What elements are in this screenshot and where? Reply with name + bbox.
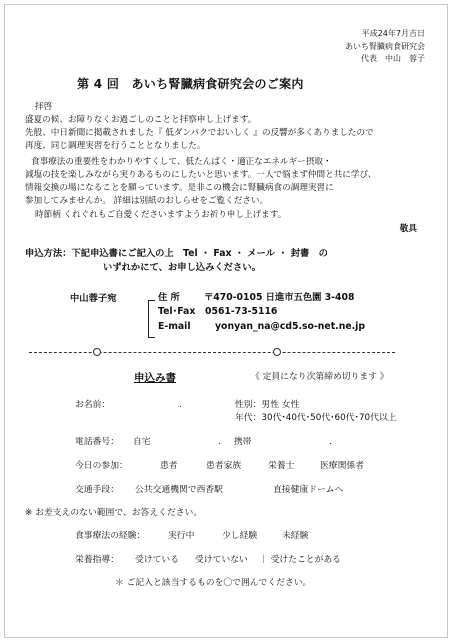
diet-option[interactable]: 実行中 (168, 531, 195, 541)
phone-home-label: 自宅 (133, 437, 151, 447)
participation-option[interactable]: 栄養士 (268, 461, 295, 471)
age-options[interactable]: 年代：30代･40代･50代･60代･70代以上 (235, 413, 397, 423)
header-organization: あいち腎臓病食研究会 (345, 42, 425, 51)
letter-line: 再度、同じ調理実習を行うこととなりました。 (25, 141, 206, 151)
name-field[interactable]: . (179, 400, 182, 410)
email-label: E-mail (158, 321, 191, 332)
letter-greeting: 拝啓 (35, 102, 53, 112)
form-footer-instruction: ＊ ご記入と該当するものを〇で囲んでください。 (115, 578, 312, 588)
letter-line: 先般、中日新聞に掲載されました『 低ダンパクでおいしく 』の反響が多くありましたので (25, 128, 374, 138)
document-title: 第 4 回 あいち腎臓病食研究会のご案内 (77, 77, 304, 91)
name-label: お名前： (75, 400, 111, 410)
header-date: 平成24年7月吉日 (361, 29, 425, 38)
letter-line: 参加してみませんか。 詳細は別紙のおしらせをご覧ください。 (25, 196, 269, 206)
diet-option[interactable]: 少し経験 (222, 531, 258, 541)
letter-line: 食事療法の重要性をわかりやすくして、低たんぱく・適正なエネルギー摂取・ (31, 157, 332, 167)
form-deadline-note: 《 定員になり次第締め切ります 》 (251, 372, 389, 382)
transport-option[interactable]: 公共交通機関で西香駅 (135, 485, 223, 495)
phone-mobile-label: 携帯 (234, 437, 252, 447)
application-method-line2: いずれかにて、お申し込みください。 (103, 262, 261, 273)
diet-experience-label: 食事療法の経験： (75, 531, 146, 541)
optional-note: ※ お差支えのない範囲で、お答えください。 (25, 508, 203, 518)
contact-bracket (148, 300, 155, 338)
cut-line (29, 352, 395, 353)
letter-line: 情報交換の場になることを願っています。是非この機会に腎臓病食の調理実習に (25, 183, 334, 193)
gender-options[interactable]: 性別：男性 女性 (235, 400, 300, 410)
participation-option[interactable]: 医療関係者 (320, 461, 364, 471)
participation-label: 今日の参加： (75, 461, 128, 471)
nutrition-option[interactable]: ｜ 受けたことがある (259, 555, 341, 565)
phone-mobile-field[interactable]: . (329, 437, 332, 447)
address-label: 住 所 (158, 292, 180, 303)
nutrition-option[interactable]: 受けている (135, 555, 179, 565)
cut-line-marker (93, 348, 101, 356)
letter-line: 盛夏の候、お障りなくお過ごしのことと拝察申し上げます。 (25, 115, 257, 125)
form-heading: 申込み書 (134, 372, 176, 384)
transport-option[interactable]: 直接健康ドームへ (273, 485, 344, 495)
letter-line: 減塩の技を楽しみながら実りあるものにしたいと思います。一人で悩まず仲間と共に学び、 (25, 170, 377, 180)
letter-closing: 敬具 (399, 224, 417, 234)
header-representative: 代表 中山 蓉子 (361, 54, 425, 63)
email-value[interactable]: yonyan_na@cd5.so-net.ne.jp (215, 321, 365, 332)
telfax-value: 0561-73-5116 (205, 306, 278, 317)
cut-line-marker (273, 348, 281, 356)
participation-option[interactable]: 患者 (160, 461, 178, 471)
phone-home-field[interactable]: . (218, 437, 221, 447)
address-value: 〒470-0105 日進市五色園 3-408 (204, 292, 355, 303)
diet-option[interactable]: 未経験 (282, 531, 309, 541)
document-page (4, 4, 448, 638)
nutrition-guidance-label: 栄養指導： (75, 555, 119, 565)
transport-label: 交通手段： (75, 485, 119, 495)
contact-name: 中山蓉子宛 (70, 293, 117, 304)
application-method-line1: 申込方法：下記申込書にご記入の上 Tel ・ Fax ・ メール ・ 封書 の (25, 248, 328, 259)
nutrition-option[interactable]: 受けていない (195, 555, 248, 565)
phone-label: 電話番号： (75, 437, 119, 447)
letter-line: 時節柄 くれぐれもご自愛くださいますようお祈り申し上げます。 (35, 210, 287, 220)
participation-option[interactable]: 患者家族 (206, 461, 242, 471)
telfax-label: Tel･Fax (158, 306, 196, 317)
